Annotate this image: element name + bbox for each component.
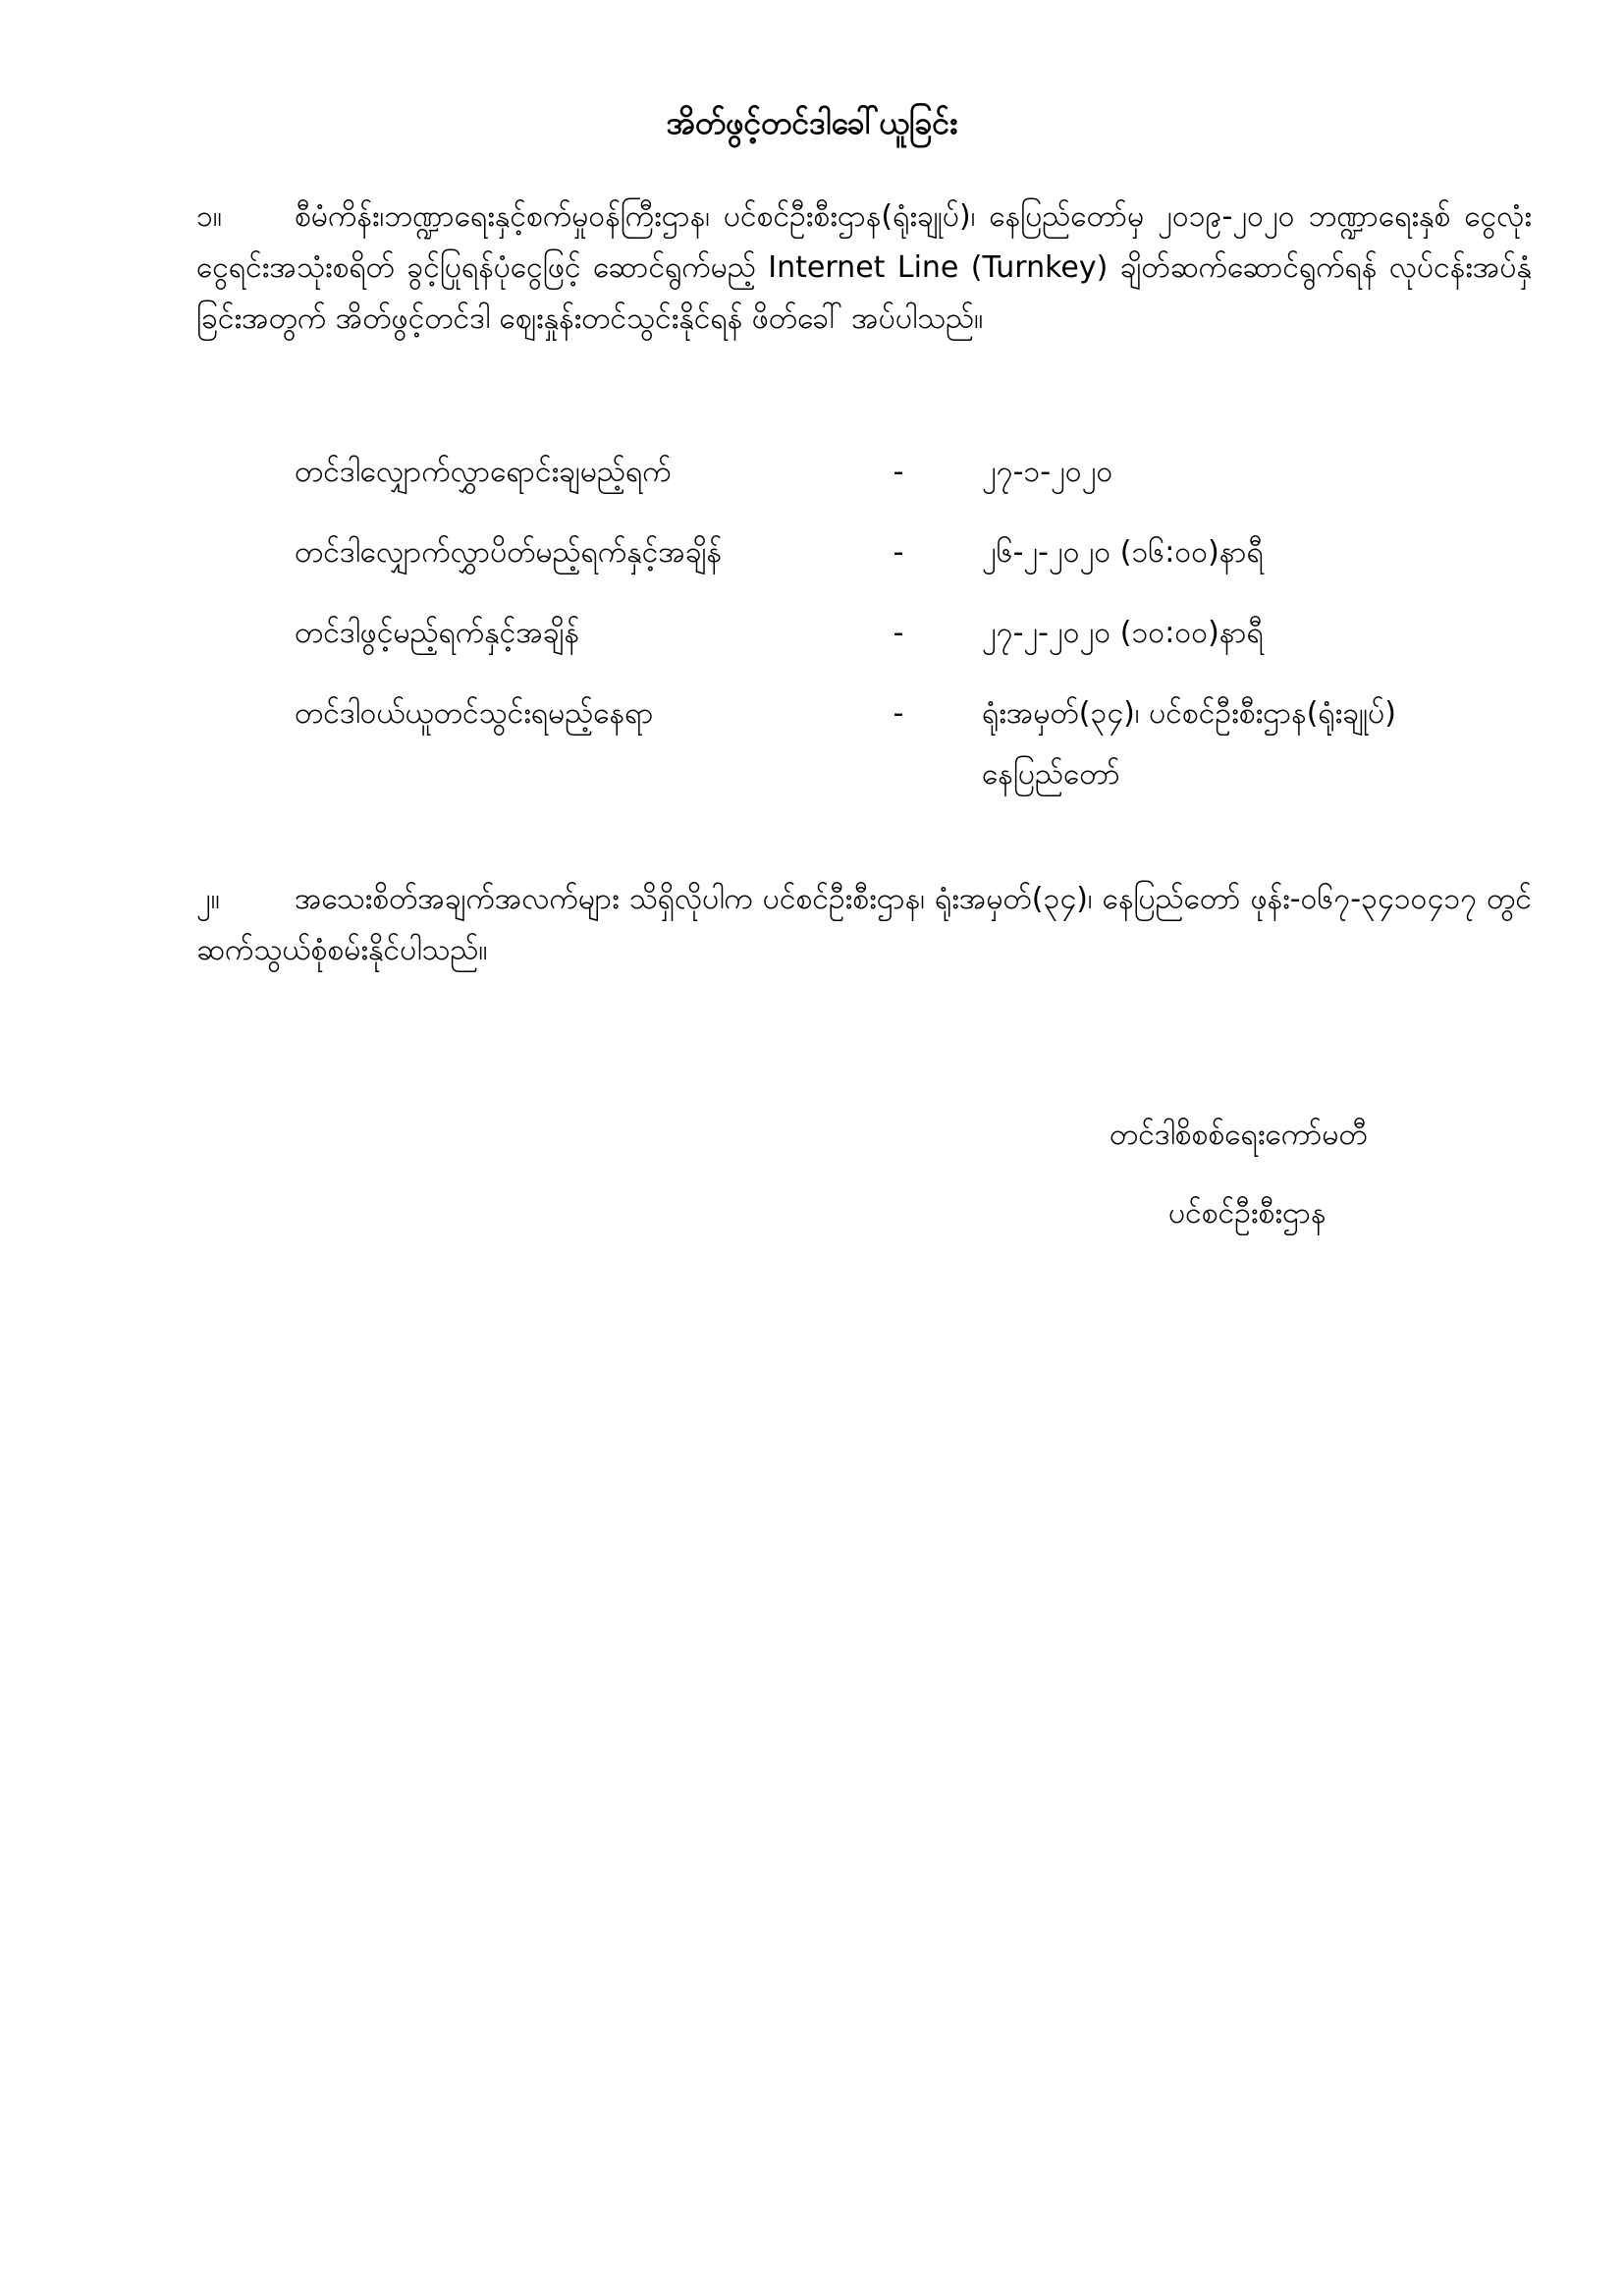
schedule-label: တင်ဒါလျှောက်လွှာပိတ်မည့်ရက်နှင့်အချိန် (295, 535, 723, 570)
schedule-value: ၂၆-၂-၂၀၂၀ (၁၆:၀၀)နာရီ (982, 535, 1264, 570)
paragraph-2-number: ၂။ (196, 882, 220, 916)
document-title: အိတ်ဖွင့်တင်ဒါခေါ်ယူခြင်း (666, 104, 958, 141)
schedule-dash: - (893, 616, 904, 650)
paragraph-1-text: စီမံကိန်း၊ဘဏ္ဍာရေးနှင့်စက်မှုဝန်ကြီးဌာန၊ ပင်စင်ဦးစီးဌာန(ရုံးချုပ်)၊ နေပြည်တော်မှ ၂၀၁၉-၂၀၂၀ ဘဏ္ဍာရေးနှစ် ငွေလုံးငွေရင်းအသုံးစရိတ် ခွင့်ပြုရန်ပုံငွေဖြင့် ဆောင်ရွက်မည့် Internet Line (Turnkey) ချိတ်ဆက်ဆောင်ရွက်ရန် လုပ်ငန်းအပ်နှံခြင်းအတွက် အိတ်ဖွင့်တင်ဒါ ဈေးနှုန်းတင်သွင်းနိုင်ရန် ဖိတ်ခေါ် အပ်ပါသည်။ (196, 199, 1532, 336)
paragraph-1-number: ၁။ (196, 199, 222, 234)
schedule-label: တင်ဒါလျှောက်လွှာရောင်းချမည့်ရက် (295, 455, 672, 489)
schedule-row-opening-date (295, 608, 1532, 686)
schedule-value: ၂၇-၂-၂၀၂၀ (၁၀:၀၀)နာရီ (982, 616, 1264, 650)
paragraph-2-text: အသေးစိတ်အချက်အလက်များ သိရှိလိုပါက ပင်စင်ဦးစီးဌာန၊ ရုံးအမှတ်(၃၄)၊ နေပြည်တော် ဖုန်း-၀၆၇-၃၄၁၀၄၁၇ တွင် ဆက်သွယ်စုံစမ်းနိုင်ပါသည်။ (196, 882, 1532, 967)
schedule-dash: - (893, 455, 904, 489)
schedule-value: ၂၇-၁-၂၀၂၀ (982, 455, 1113, 489)
signature-department: ပင်စင်ဦးစီးဌာန (1168, 1196, 1326, 1230)
schedule-row-closing-date (295, 527, 1532, 606)
schedule-row-submission-place (295, 688, 1532, 826)
paragraph-1 (196, 191, 1532, 345)
signature-committee: တင်ဒါစိစစ်ရေးကော်မတီ (1110, 1118, 1368, 1152)
schedule-label: တင်ဒါဖွင့်မည့်ရက်နှင့်အချိန် (295, 616, 580, 650)
schedule-value-line2: နေပြည်တော် (982, 757, 1120, 792)
schedule-row-sale-date (295, 447, 1532, 525)
schedule-dash: - (893, 535, 904, 570)
paragraph-2 (196, 874, 1532, 976)
schedule-label: တင်ဒါဝယ်ယူတင်သွင်းရမည့်နေရာ (295, 696, 654, 731)
schedule-dash: - (893, 696, 904, 731)
schedule-value: ရုံးအမှတ်(၃၄)၊ ပင်စင်ဦးစီးဌာန(ရုံးချုပ်) (982, 696, 1396, 731)
